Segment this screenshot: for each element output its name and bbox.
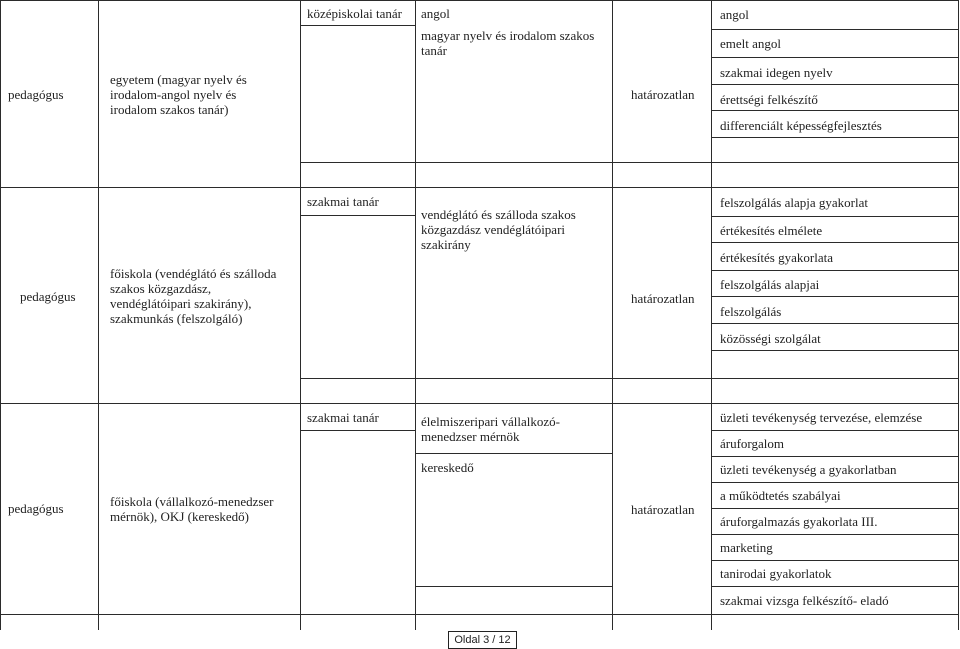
specialty-cell: élelmiszeripari vállalkozó-menedzser mérnök bbox=[421, 414, 560, 444]
specialty-cell: angol bbox=[421, 6, 450, 21]
subject-cell: értékesítés elmélete bbox=[720, 223, 823, 238]
grid-line bbox=[300, 215, 415, 216]
grid-line bbox=[300, 25, 415, 26]
grid-line bbox=[711, 110, 959, 111]
role-cell: pedagógus bbox=[8, 87, 64, 102]
subject-cell: üzleti tevékenység tervezése, elemzése bbox=[720, 410, 923, 425]
position-cell: középiskolai tanár bbox=[307, 6, 402, 21]
grid-line bbox=[711, 560, 959, 561]
employment-cell: határozatlan bbox=[631, 502, 695, 517]
grid-line bbox=[711, 29, 959, 30]
grid-line bbox=[0, 403, 959, 404]
employment-cell: határozatlan bbox=[631, 291, 695, 306]
subject-cell: felszolgálás bbox=[720, 304, 782, 319]
subject-cell: áruforgalom bbox=[720, 436, 785, 451]
grid-line bbox=[415, 586, 612, 587]
grid-line bbox=[300, 378, 959, 379]
page-number: Oldal 3 / 12 bbox=[448, 631, 517, 649]
grid-line bbox=[0, 0, 959, 1]
grid-line bbox=[711, 216, 959, 217]
grid-line bbox=[711, 57, 959, 58]
specialty-cell: vendéglátó és szálloda szakos közgazdász vendéglátóipari szakirány bbox=[421, 207, 576, 252]
subject-cell: érettségi felkészítő bbox=[720, 92, 818, 107]
grid-line bbox=[300, 162, 959, 163]
subject-cell: közösségi szolgálat bbox=[720, 331, 821, 346]
subject-cell: a működtetés szabályai bbox=[720, 488, 841, 503]
role-cell: pedagógus bbox=[8, 501, 64, 516]
subject-cell: üzleti tevékenység a gyakorlatban bbox=[720, 462, 897, 477]
grid-line bbox=[612, 0, 613, 630]
grid-line bbox=[711, 508, 959, 509]
grid-line bbox=[711, 270, 959, 271]
qualification-cell: főiskola (vendéglátó és szálloda szakos közgazdász, vendéglátóipari szakirány), szakmunkás (felszolgáló) bbox=[110, 266, 277, 326]
grid-line bbox=[711, 534, 959, 535]
specialty-cell: kereskedő bbox=[421, 460, 474, 475]
grid-line bbox=[958, 0, 959, 630]
grid-line bbox=[711, 482, 959, 483]
qualification-cell: egyetem (magyar nyelv és irodalom-angol nyelv és irodalom szakos tanár) bbox=[110, 72, 247, 117]
grid-line bbox=[711, 323, 959, 324]
subject-cell: felszolgálás alapja gyakorlat bbox=[720, 195, 868, 210]
grid-line bbox=[415, 0, 416, 630]
subject-cell: szakmai vizsga felkészítő- eladó bbox=[720, 593, 889, 608]
grid-line bbox=[98, 0, 99, 630]
grid-line bbox=[300, 0, 301, 630]
employment-cell: határozatlan bbox=[631, 87, 695, 102]
grid-line bbox=[711, 350, 959, 351]
grid-line bbox=[0, 187, 959, 188]
grid-line bbox=[711, 137, 959, 138]
grid-line bbox=[300, 430, 415, 431]
grid-line bbox=[711, 456, 959, 457]
subject-cell: tanirodai gyakorlatok bbox=[720, 566, 832, 581]
subject-cell: áruforgalmazás gyakorlata III. bbox=[720, 514, 878, 529]
grid-line bbox=[711, 430, 959, 431]
subject-cell: emelt angol bbox=[720, 36, 782, 51]
subject-cell: differenciált képességfejlesztés bbox=[720, 118, 882, 133]
grid-line bbox=[711, 242, 959, 243]
position-cell: szakmai tanár bbox=[307, 194, 379, 209]
grid-line bbox=[0, 614, 959, 615]
grid-line bbox=[711, 296, 959, 297]
subject-cell: felszolgálás alapjai bbox=[720, 277, 820, 292]
grid-line bbox=[711, 586, 959, 587]
grid-line bbox=[0, 0, 1, 630]
subject-cell: szakmai idegen nyelv bbox=[720, 65, 833, 80]
grid-line bbox=[415, 453, 612, 454]
specialty-cell: magyar nyelv és irodalom szakos tanár bbox=[421, 28, 595, 58]
grid-line bbox=[711, 84, 959, 85]
role-cell: pedagógus bbox=[20, 289, 76, 304]
qualification-cell: főiskola (vállalkozó-menedzser mérnök), OKJ (kereskedő) bbox=[110, 494, 274, 524]
grid-line bbox=[711, 0, 712, 630]
subject-cell: értékesítés gyakorlata bbox=[720, 250, 833, 265]
position-cell: szakmai tanár bbox=[307, 410, 379, 425]
subject-cell: marketing bbox=[720, 540, 773, 555]
subject-cell: angol bbox=[720, 7, 749, 22]
